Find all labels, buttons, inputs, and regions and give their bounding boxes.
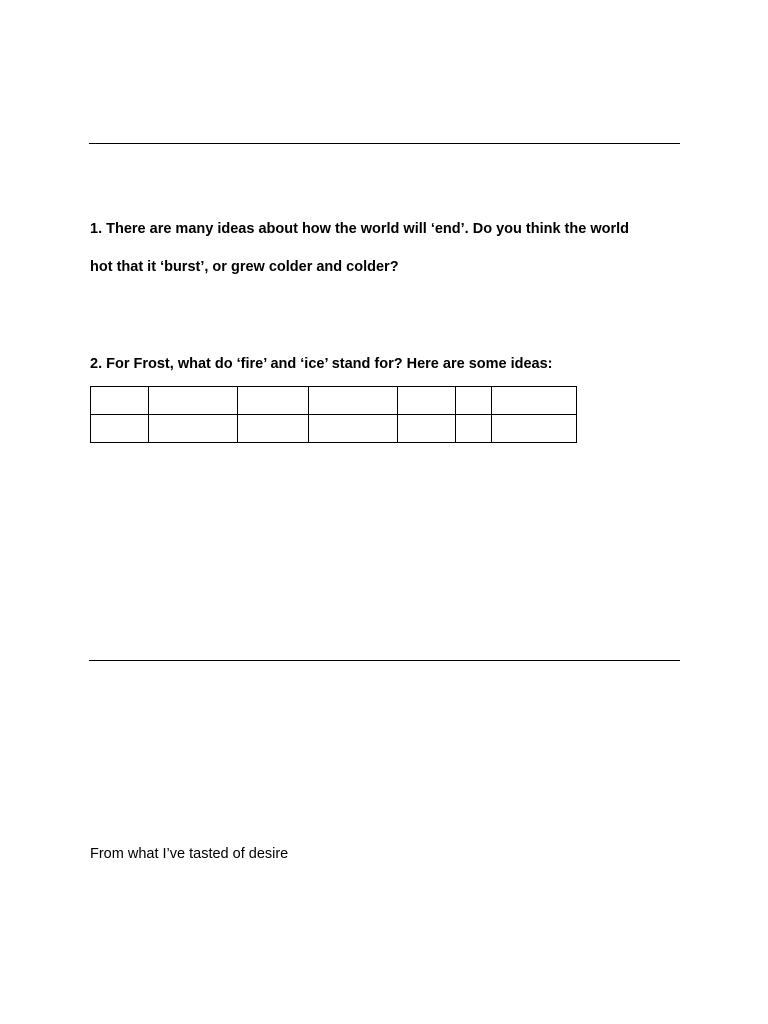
table-cell: [398, 415, 456, 443]
table-cell: [91, 387, 149, 415]
table-cell: [456, 415, 492, 443]
table-cell: [492, 415, 577, 443]
table-row: [91, 415, 577, 443]
poem-line: From what I’ve tasted of desire: [90, 846, 289, 862]
table-cell: [398, 387, 456, 415]
table-cell: [309, 415, 398, 443]
bottom-divider: [89, 660, 680, 661]
question-2-line-1: 2. For Frost, what do ‘fire’ and ‘ice’ stand for? Here are some ideas:: [90, 356, 553, 372]
top-divider: [89, 143, 680, 144]
question-1-line-2: hot that it ‘burst’, or grew colder and colder?: [90, 259, 399, 275]
question-1-line-1: 1. There are many ideas about how the world will ‘end’. Do you think the world: [90, 221, 629, 237]
table-cell: [456, 387, 492, 415]
table-cell: [149, 387, 238, 415]
table-cell: [91, 415, 149, 443]
table-cell: [238, 415, 309, 443]
ideas-table: [90, 386, 577, 443]
table-cell: [238, 387, 309, 415]
table-cell: [149, 415, 238, 443]
table-row: [91, 387, 577, 415]
table-cell: [492, 387, 577, 415]
table-cell: [309, 387, 398, 415]
